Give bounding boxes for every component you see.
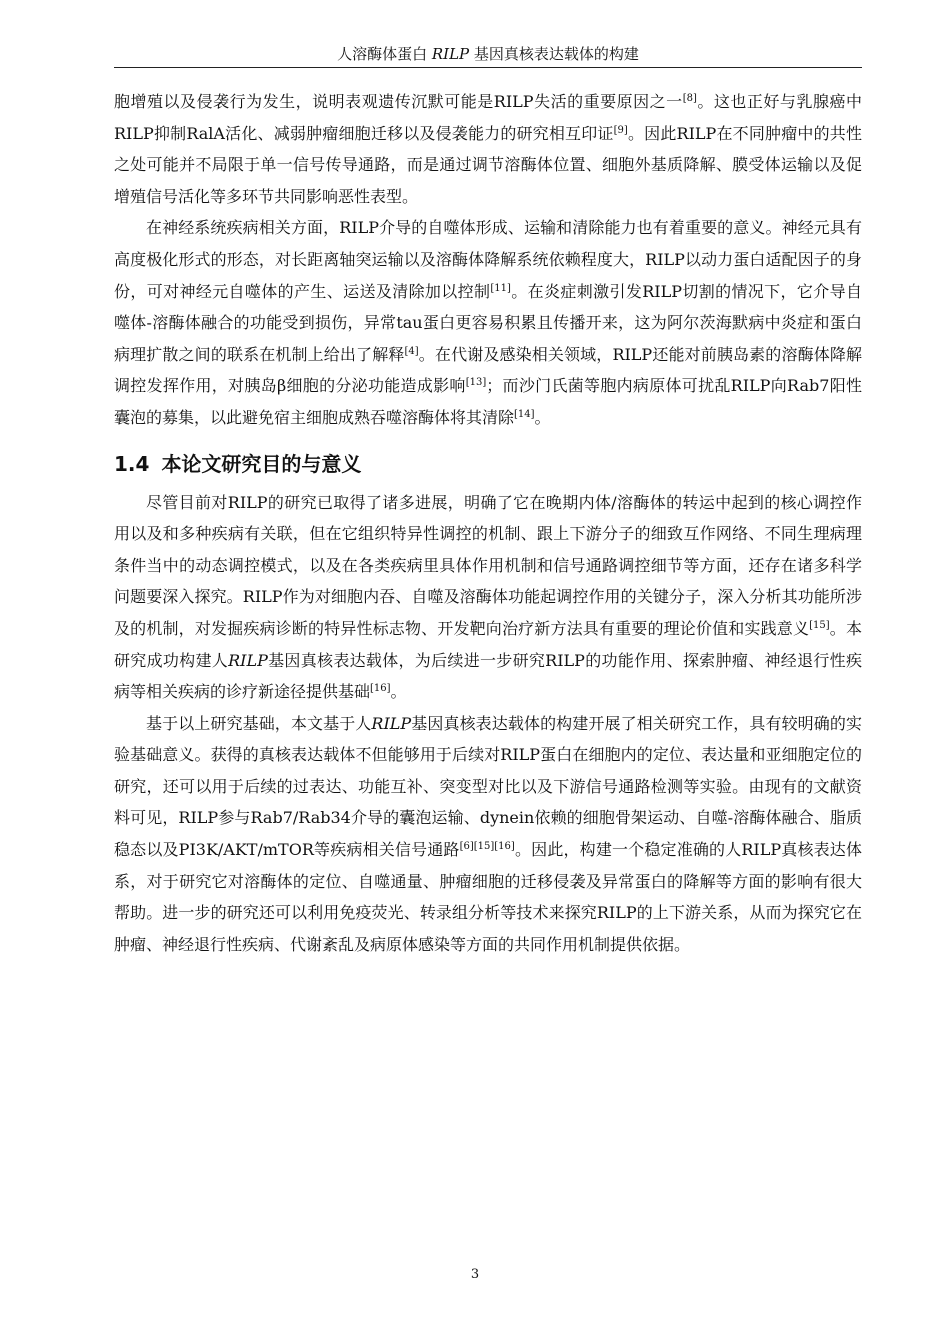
paragraph-2 bbox=[114, 212, 862, 433]
paragraph-1-sentence: 。这也正好与乳腺癌中RILP抑制RalA活化、减弱肿瘤细胞迁移以及侵袭能力的研究相互印证 bbox=[114, 92, 862, 143]
header-title-part2: 基因真核表达载体的构建 bbox=[469, 45, 639, 63]
citation[interactable]: [8] bbox=[682, 93, 697, 104]
body-text bbox=[114, 86, 862, 960]
paragraph-4 bbox=[114, 708, 862, 961]
header-rule bbox=[114, 67, 862, 68]
paragraph-1 bbox=[114, 86, 862, 212]
gene-name: RILP bbox=[371, 713, 412, 733]
paragraph-1-sentence: 。因此RILP在不同肿瘤中的共性之处可能并不局限于单一信号传导通路，而是通过调节溶酶体位置、细胞外基质降解、膜受体运输以及促增殖信号活化等多环节共同影响恶性表型。 bbox=[114, 123, 862, 206]
paragraph-3 bbox=[114, 487, 862, 708]
header-gene-name: RILP bbox=[431, 45, 470, 63]
citation[interactable]: [9] bbox=[613, 124, 628, 136]
paragraph-2-sentence: ；而沙门氏菌等胞内病原体可扰乱RILP向Rab7阳性囊泡的募集，以此避免宿主细胞成熟吞噬溶酶体将其清除 bbox=[114, 376, 862, 427]
paragraph-3-sentence: 基因真核表达载体，为后续进一步研究RILP的功能作用、探索肿瘤、神经退行性疾病等相关疾病的诊疗新途径提供基础 bbox=[114, 650, 862, 702]
citation[interactable]: [4] bbox=[404, 345, 419, 357]
paragraph-2-sentence: 。在代谢及感染相关领域，RILP还能对前胰岛素的溶酶体降解调控发挥作用，对胰岛β细胞的分泌功能造成影响 bbox=[114, 344, 862, 396]
paragraph-3-sentence: 尽管目前对RILP的研究已取得了诸多进展，明确了它在晚期内体/溶酶体的转运中起到的核心调控作用以及和多种疾病有关联，但在它组织特异性调控的机制、跟上下游分子的细致互作网络、不同生理病理条件当中的动态调控模式，以及在各类疾病里具体作用机制和信号通路调控细节等方面，还存在诸多科学问题要深入探究。RILP作为对细胞内吞、自噬及溶酶体功能起调控作用的关键分子，深入分析其功能所涉及的机制，对发掘疾病诊断的特异性标志物、开发靶向治疗新方法具有重要的理论价值和实践意义 bbox=[114, 492, 862, 638]
paragraph-4-sentence: 。因此，构建一个稳定准确的人RILP真核表达体系，对于研究它对溶酶体的定位、自噬通量、肿瘤细胞的迁移侵袭及异常蛋白的降解等方面的影响有很大帮助。进一步的研究还可以利用免疫荧光、转录组分析等技术来探究RILP的上下游关系，从而为探究它在肿瘤、神经退行性疾病、代谢紊乱及病原体感染等方面的共同作用机制提供依据。 bbox=[114, 840, 862, 954]
section-heading bbox=[114, 447, 862, 481]
running-header bbox=[114, 44, 862, 64]
citation[interactable]: [14] bbox=[514, 408, 535, 420]
paragraph-2-sentence: 在神经系统疾病相关方面，RILP介导的自噬体形成、运输和清除能力也有着重要的意义。神经元具有高度极化形式的形态，对长距离轴突运输以及溶酶体降解系统依赖程度大，RILP以动力蛋白适配因子的身份，可对神经元自噬体的产生、运送及清除加以控制 bbox=[114, 218, 862, 301]
paragraph-3-sentence: 。 bbox=[390, 682, 407, 702]
citation[interactable]: [13] bbox=[465, 377, 487, 389]
paragraph-2-sentence: 。在炎症刺激引发RILP切割的情况下，它介导自噬体-溶酶体融合的功能受到损伤，异常tau蛋白更容易积累且传播开来，这为阿尔茨海默病中炎症和蛋白病理扩散之间的联系在机制上给出了解释 bbox=[114, 281, 862, 364]
section-number: 1.4 bbox=[114, 451, 150, 476]
paragraph-4-sentence: 基因真核表达载体的构建开展了相关研究工作，具有较明确的实验基础意义。获得的真核表达载体不但能够用于后续对RILP蛋白在细胞内的定位、表达量和亚细胞定位的研究，还可以用于后续的过表达、功能互补、突变型对比以及下游信号通路检测等实验。由现有的文献资料可见，RILP参与Rab7/Rab34介导的囊泡运输、dynein依赖的细胞骨架运动、自噬-溶酶体融合、脂质稳态以及PI3K/AKT/mTOR等疾病相关信号通路 bbox=[114, 713, 862, 860]
citation[interactable]: [11] bbox=[490, 282, 511, 294]
citation[interactable]: [16] bbox=[370, 683, 391, 695]
paragraph-2-sentence: 。 bbox=[534, 407, 551, 427]
citation[interactable]: [6][15][16] bbox=[459, 841, 515, 853]
gene-name: RILP bbox=[228, 650, 268, 670]
header-title-part1: 人溶酶体蛋白 bbox=[337, 45, 432, 63]
paragraph-1-sentence: 胞增殖以及侵袭行为发生，说明表观遗传沉默可能是RILP失活的重要原因之一 bbox=[114, 92, 683, 111]
paragraph-3-sentence: 。本研究成功构建人 bbox=[114, 618, 862, 670]
citation[interactable]: [15] bbox=[809, 619, 830, 631]
section-title: 本论文研究目的与意义 bbox=[161, 451, 362, 476]
paragraph-4-sentence: 基于以上研究基础，本文基于人 bbox=[146, 713, 372, 733]
page-number: 3 bbox=[470, 1267, 480, 1282]
